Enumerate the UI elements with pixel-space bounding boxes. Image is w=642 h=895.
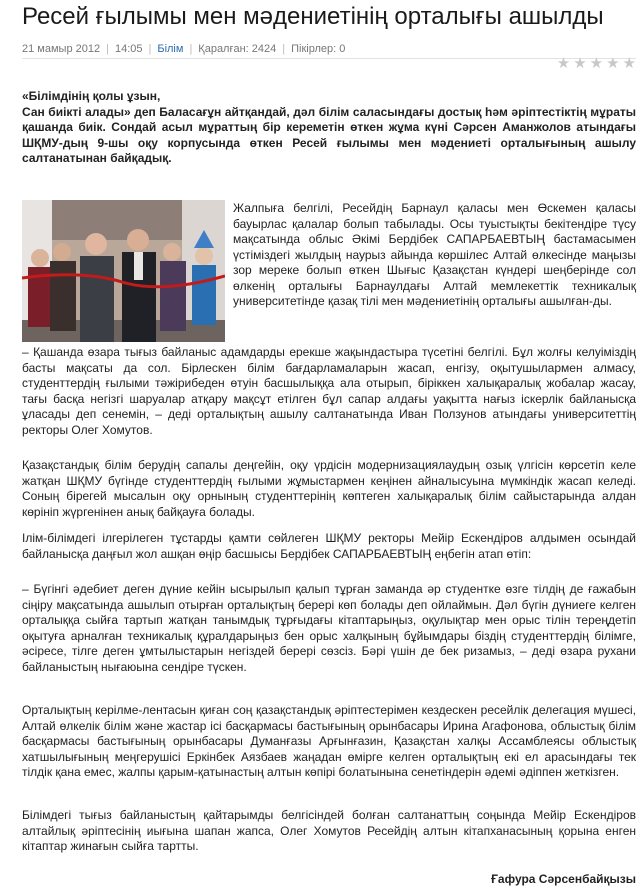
meta-separator: | (282, 42, 286, 55)
article-time: 14:05 (114, 42, 143, 55)
article-paragraph: – Қашанда өзара тығыз байланыс адамдарды ерекше жақындастыра түсетіні белгілі. Бұл жолғы келуіміздің басты мақсаты да сол. Бірлескен білім бағдарламаларын жасап, енгізу, оқытушылармен алмасу, студенттердің ғылыми тәжірибеден өтуін басшылыққа ала отырып, біріккен халықаралық жобалар жасау, тағы басқа негізгі шаруалар атқару мақсұт етілген бұл сапар алдағы уақытта нағыз іскерлік байланысқа ұласады деп сенемін, – деді орталықтың ашылу салтанатында Иван Ползунов атындағы университеттің ректоры Олег Хомутов. (22, 345, 636, 437)
article-comments[interactable]: Пікірлер: 0 (291, 42, 346, 55)
meta-separator: | (106, 42, 109, 55)
article-author: Ғафура Сәрсенбайқызы (491, 872, 636, 886)
article-title: Ресей ғылымы мен мәдениетінің орталығы ашылды (22, 3, 604, 30)
lead-line: «Білімдінің қолы ұзын, (22, 89, 161, 103)
ribbon-cutting-photo (22, 200, 225, 342)
star-icon[interactable]: ★ (606, 55, 620, 72)
article-paragraph: Жалпыға белгілі, Ресейдің Барнаул қаласы мен Өскемен қаласы бауырлас қалалар болып табылады. Осы туыстықты бекітендіре түсу мақсатында облыс Әкімі Бердібек САПАРБАЕВТЫҢ бастамасымен үстіміздегі жылдың наурыз айында көршілес Алтай өлкесінде маңызы зор мереке болып өткен Шығыс Қазақстан күндері шеңберінде сол өлкенің орталығы Барнаулдағы Алтай мемлекеттік техникалық университетінде қазақ тілі мен мәдениетінің орталығы ашылған-ды. (233, 201, 636, 308)
article-paragraph: Қазақстандық білім берудің сапалы деңгейін, оқу үрдісін модернизациялаудың озық үлгісін көрсетіп келе жатқан ШҚМУ бүгінде студенттердің ғылыми жұмыстармен кеңінен айналысуына мүмкіндік жасап келеді. Соның бірегей мысалын оқу орнының студенттерінің көптеген халықаралық білім сайыстарында алдан көрініп жүргенінен анық байқауға болады. (22, 458, 636, 519)
article-paragraph: Ілім-білімдегі ілгерілеген тұстарды қамти сөйлеген ШҚМУ ректоры Мейір Ескендіров алдымен осындай байланысқа даңғыл жол ашқан өңір басшысы Бердібек САПАРБАЕВТЫҢ еңбегін атап өтіп: (22, 531, 636, 561)
article-meta (22, 39, 636, 59)
rating-stars[interactable] (557, 56, 636, 72)
star-icon[interactable]: ★ (622, 55, 636, 72)
article-photo (22, 200, 225, 342)
article-date: 21 мамыр 2012 (22, 42, 101, 55)
meta-separator: | (148, 42, 152, 55)
meta-separator: | (189, 42, 193, 55)
article-views: Қаралған: 2424 (198, 42, 277, 55)
article-paragraph: – Бүгінгі әдебиет деген дүние кейін ысырылып қалып тұрған заманда әр студентке өзге тілдің де ғажабын сіңіру мақсатында ашылып отырған орталықтың берері көп болады деп ойлаймын. Дәл бүгін дүниеге келген орталыққа сыйға тартып жатқан танымдық тұрғыдағы кітаптарыңыз, оқулықтар мен орыс тілін тереңдетіп оқытуға арналған техникалық құралдарыңыз бен орыс халқының бұйымдары біздің студенттердің білімге, әсіресе, тілге деген ұмтылыстарын негіздей берері сөзсіз. Бәрі үшін де бек ризамыз, – деді өзара рухани байланыстың нығаюына сендіре түскен. (22, 582, 636, 674)
article-paragraph: Орталықтың керілме-лентасын қиған соң қазақстандық әріптестерімен кездескен ресейлік делегация мүшесі, Алтай өлкелік білім және жастар ісі басқармасы бастығының орынбасары Ирина Агафонова, облыстық білім басқармасы бастығының орынбасары Думанғазы Арғынғазин, Қазақстан халқы Ассамблеясы облыстық хатшылығының меңгерушісі Еркінбек Аязбаев жаңадан өмірге келген орталықтың екі ел арасындағы тек тілдік қана емес, жалпы қарым-қатынастың алтын көпірі болатынына сенетіндерін әдемі әдіппен жеткізген. (22, 703, 636, 779)
article-lead (22, 89, 636, 167)
lead-line: Сан биікті алады» деп Баласағұн айтқандай, дәл білім саласындағы достық һәм әріптестіктің мұраты қашанда биік. Сондай асыл мұраттың бір кереметін өткен жұма күні Сәрсен Аманжолов атындағы ШҚМУ-дың 9-шы оқу корпусында өткен Ресей ғылымы мен мәдениеті орталығының ашылу салтанатынан байқадық. (22, 104, 636, 165)
article-paragraph: Білімдегі тығыз байланыстың қайтарымды белгісіндей болған салтанаттың соңында Мейір Ескендіров алтайлық әріптесінің иығына шапан жапса, Олег Хомутов Ресейдің алтын кітапханасының қорына енген кітаптар жинағын сыйға тартты. (22, 808, 636, 853)
star-icon[interactable]: ★ (573, 55, 587, 72)
star-icon[interactable]: ★ (589, 55, 604, 72)
article-category-link[interactable]: Білім (157, 42, 184, 55)
star-icon[interactable]: ★ (556, 55, 571, 72)
